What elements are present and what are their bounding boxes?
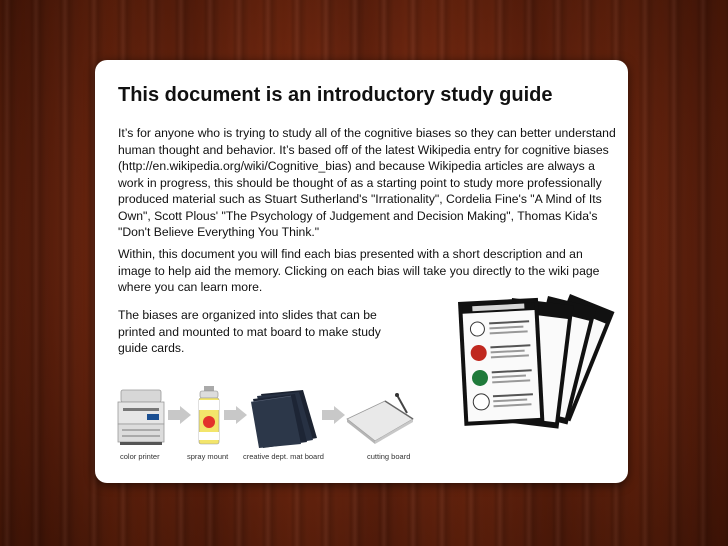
page-title: This document is an introductory study guide — [118, 84, 553, 106]
spray-can-icon — [196, 386, 222, 446]
step-label-spray: spray mount — [187, 452, 229, 461]
study-cards-image — [452, 290, 617, 430]
step-label-cutting-board: cutting board — [367, 452, 411, 461]
step-label-mat-board: creative dept. mat board — [243, 452, 324, 461]
contents-paragraph: Within, this document you will find each bias presented with a short description and an image to help aid the memory. Clicking on each bias will take you directly to the wiki page where you can learn more. — [118, 247, 600, 294]
organization-paragraph: The biases are organized into slides that can be printed and mounted to mat board to make study guide cards. — [118, 308, 381, 355]
cutting-board-icon — [345, 393, 415, 445]
intro-paragraph: It’s for anyone who is trying to study all of the cognitive biases so they can better understand human thought and behavior. It’s based off of the latest Wikipedia entry for cognitive biases (http://en.wikipedia.org/wiki/Cognitive_bias) and because Wikipedia articles are always a work in progress, this should be thought of as a starting point to study more professionally produced material such as Stuart Sutherland's "Irrationality", Cordelia Fine's "A Mind of Its Own", Scott Plous' "The Psychology of Judgement and Decision Making", Thomas Kida's "Don't Believe Everything You Think." — [118, 126, 616, 239]
printer-icon — [117, 388, 165, 446]
mat-board-icon — [251, 390, 321, 448]
step-label-printer: color printer — [120, 452, 160, 461]
